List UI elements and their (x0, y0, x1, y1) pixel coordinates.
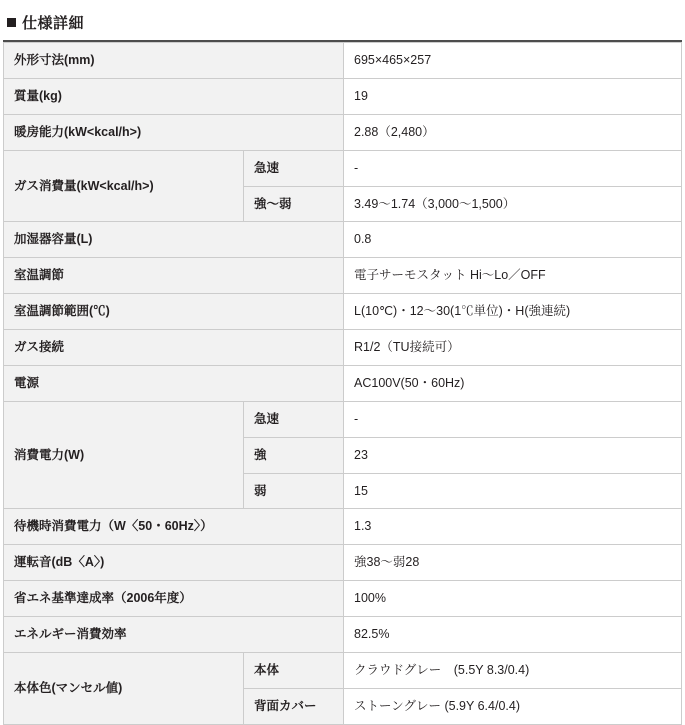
row-value: R1/2（TU接続可） (344, 330, 682, 366)
table-row (4, 43, 682, 79)
row-value: 強38〜弱28 (344, 545, 682, 581)
row-value: 0.8 (344, 222, 682, 258)
row-value: 15 (344, 473, 682, 509)
row-value: 19 (344, 78, 682, 114)
page-title-text: 仕様詳細 (22, 15, 85, 32)
row-label: 暖房能力(kW<kcal/h>) (4, 114, 344, 150)
spec-table (3, 42, 682, 725)
row-value: 695×465×257 (344, 43, 682, 79)
row-label: 消費電力(W) (4, 401, 244, 509)
row-value: 82.5% (344, 617, 682, 653)
row-value: 3.49〜1.74（3,000〜1,500） (344, 186, 682, 222)
table-row (4, 509, 682, 545)
row-sublabel: 強 (244, 437, 344, 473)
row-value: クラウドグレー (5.5Y 8.3/0.4) (344, 652, 682, 688)
row-label: 加湿器容量(L) (4, 222, 344, 258)
table-row (4, 330, 682, 366)
spec-page (0, 6, 685, 725)
row-sublabel: 急速 (244, 401, 344, 437)
row-value: 100% (344, 581, 682, 617)
row-label: 電源 (4, 365, 344, 401)
row-label: ガス消費量(kW<kcal/h>) (4, 150, 244, 222)
table-row (4, 652, 682, 688)
row-sublabel: 急速 (244, 150, 344, 186)
row-label: 本体色(マンセル値) (4, 652, 244, 724)
row-value: - (344, 401, 682, 437)
table-row (4, 222, 682, 258)
row-value: 2.88（2,480） (344, 114, 682, 150)
row-value: 23 (344, 437, 682, 473)
row-sublabel: 背面カバー (244, 688, 344, 724)
row-label: 省エネ基準達成率（2006年度） (4, 581, 344, 617)
square-bullet-icon (7, 18, 16, 27)
table-row (4, 258, 682, 294)
table-row (4, 581, 682, 617)
row-value: L(10℃)・12〜30(1℃単位)・H(強連続) (344, 294, 682, 330)
row-label: 外形寸法(mm) (4, 43, 344, 79)
table-row (4, 545, 682, 581)
row-value: 電子サーモスタット Hi〜Lo／OFF (344, 258, 682, 294)
table-row (4, 78, 682, 114)
row-value: 1.3 (344, 509, 682, 545)
row-label: 室温調節範囲(℃) (4, 294, 344, 330)
table-row (4, 617, 682, 653)
table-row (4, 365, 682, 401)
row-sublabel: 弱 (244, 473, 344, 509)
row-label: 運転音(dB〈A〉) (4, 545, 344, 581)
row-label: エネルギー消費効率 (4, 617, 344, 653)
table-row (4, 294, 682, 330)
row-label: 待機時消費電力（W〈50・60Hz〉） (4, 509, 344, 545)
page-title (3, 6, 682, 42)
spec-table-body (4, 43, 682, 725)
row-value: ストーングレー (5.9Y 6.4/0.4) (344, 688, 682, 724)
table-row (4, 150, 682, 186)
table-row (4, 401, 682, 437)
row-label: 室温調節 (4, 258, 344, 294)
row-sublabel: 本体 (244, 652, 344, 688)
row-value: - (344, 150, 682, 186)
row-label: 質量(kg) (4, 78, 344, 114)
row-label: ガス接続 (4, 330, 344, 366)
row-sublabel: 強〜弱 (244, 186, 344, 222)
row-value: AC100V(50・60Hz) (344, 365, 682, 401)
table-row (4, 114, 682, 150)
